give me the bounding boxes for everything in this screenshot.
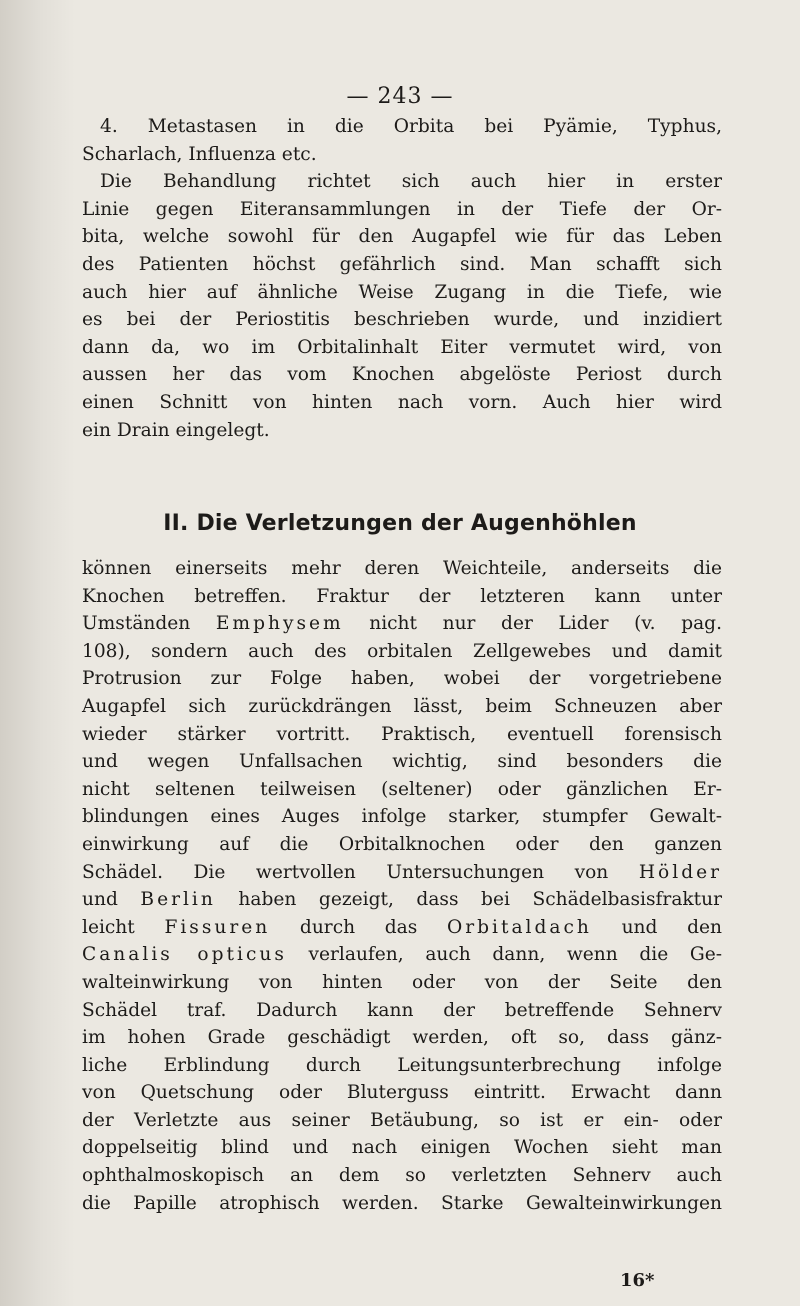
text-line <box>82 1190 722 1218</box>
text-line <box>82 583 722 611</box>
text-line <box>82 693 722 721</box>
text-line <box>82 1134 722 1162</box>
text-line: Scharlach, Influenza etc. <box>82 143 317 165</box>
text-segment: und <box>82 889 141 911</box>
text-segment: nicht nur der Lider (v. pag. <box>343 613 722 635</box>
text-segment: von Quetschung oder Bluterguss eintritt. Erwacht dann <box>82 1082 722 1104</box>
text-segment: die Papille atrophisch werden. Starke Gewalteinwirkungen <box>82 1192 722 1214</box>
text-segment: der Verletzte aus seiner Betäubung, so ist er ein- oder <box>82 1109 722 1131</box>
emphasized-term: Canalis opticus <box>82 944 287 966</box>
text-block-main <box>82 555 722 1217</box>
text-block-top <box>82 113 722 444</box>
text-line: 4. Metastasen in die Orbita bei Pyämie, Typhus, <box>100 116 722 137</box>
text-line <box>82 969 722 997</box>
text-segment: und wegen Unfallsachen wichtig, sind besonders die <box>82 751 722 773</box>
text-line: dann da, wo im Orbitalinhalt Eiter vermutet wird, von <box>82 336 722 358</box>
text-segment: Schädel. Die wertvollen Untersuchungen von <box>82 861 639 883</box>
text-line: aussen her das vom Knochen abgelöste Periost durch <box>82 364 722 386</box>
text-line: einen Schnitt von hinten nach vorn. Auch hier wird <box>82 391 722 413</box>
page-edge-shadow <box>0 0 75 1306</box>
text-line: Die Behandlung richtet sich auch hier in erster <box>100 171 722 193</box>
text-line <box>82 1024 722 1052</box>
text-line: Linie gegen Eiteransammlungen in der Tiefe der Or- <box>82 198 722 220</box>
emphasized-term: Fissuren <box>164 916 271 938</box>
text-line <box>82 914 722 942</box>
text-line <box>82 859 722 887</box>
text-line: es bei der Periostitis beschrieben wurde, und inzidiert <box>82 309 722 331</box>
text-line <box>82 721 722 749</box>
text-segment: einwirkung auf die Orbitalknochen oder den ganzen <box>82 833 722 855</box>
text-line <box>82 941 722 969</box>
page-number: — 243 — <box>346 84 454 109</box>
text-segment: blindungen eines Auges infolge starker, stumpfer Gewalt- <box>82 806 722 828</box>
signature-mark: 16* <box>620 1270 655 1291</box>
text-line <box>82 1079 722 1107</box>
section-heading: II. Die Verletzungen der Augenhöhlen <box>163 511 637 536</box>
text-line <box>82 665 722 693</box>
text-segment: walteinwirkung von hinten oder von der Seite den <box>82 971 722 993</box>
text-line <box>82 1162 722 1190</box>
text-segment: doppelseitig blind und nach einigen Wochen sieht man <box>82 1137 722 1159</box>
text-line <box>82 1107 722 1135</box>
text-segment: leicht <box>82 916 165 938</box>
text-segment: liche Erblindung durch Leitungsunterbrechung infolge <box>82 1054 722 1076</box>
text-line <box>82 997 722 1025</box>
emphasized-term: Hölder <box>638 861 722 883</box>
text-line <box>82 610 722 638</box>
text-line: bita, welche sowohl für den Augapfel wie für das Leben <box>82 226 722 248</box>
text-segment: und den <box>591 916 722 938</box>
text-segment: Knochen betreffen. Fraktur der letzteren kann unter <box>82 585 722 607</box>
text-line <box>82 776 722 804</box>
text-segment: im hohen Grade geschädigt werden, oft so, dass gänz- <box>82 1027 722 1049</box>
text-segment: Schädel traf. Dadurch kann der betreffende Sehnerv <box>82 999 722 1021</box>
text-line <box>82 1052 722 1080</box>
text-line <box>82 803 722 831</box>
text-segment: verlaufen, auch dann, wenn die Ge- <box>286 944 722 966</box>
emphasized-term: Orbitaldach <box>447 916 592 938</box>
text-line <box>82 748 722 776</box>
text-segment: können einerseits mehr deren Weichteile, anderseits die <box>82 558 722 579</box>
text-segment: Protrusion zur Folge haben, wobei der vorgetriebene <box>82 668 722 690</box>
text-line <box>82 831 722 859</box>
text-segment: 108), sondern auch des orbitalen Zellgewebes und damit <box>82 640 722 662</box>
emphasized-term: Emphysem <box>215 613 344 635</box>
text-line <box>82 555 722 583</box>
text-line: auch hier auf ähnliche Weise Zugang in die Tiefe, wie <box>82 281 722 303</box>
text-segment: nicht seltenen teilweisen (seltener) oder gänzlichen Er- <box>82 778 722 800</box>
text-segment: Augapfel sich zurückdrängen lässt, beim Schneuzen aber <box>82 695 722 717</box>
text-segment: Umständen <box>82 613 216 635</box>
text-line: ein Drain eingelegt. <box>82 419 270 441</box>
text-segment: haben gezeigt, dass bei Schädelbasisfraktur <box>215 889 723 911</box>
emphasized-term: Berlin <box>140 889 216 911</box>
text-line <box>82 886 722 914</box>
text-segment: wieder stärker vortritt. Praktisch, eventuell forensisch <box>82 723 722 745</box>
text-line: des Patienten höchst gefährlich sind. Man schafft sich <box>82 253 722 275</box>
text-segment: ophthalmoskopisch an dem so verletzten Sehnerv auch <box>82 1165 722 1187</box>
text-segment: durch das <box>270 916 447 938</box>
text-line <box>82 638 722 666</box>
